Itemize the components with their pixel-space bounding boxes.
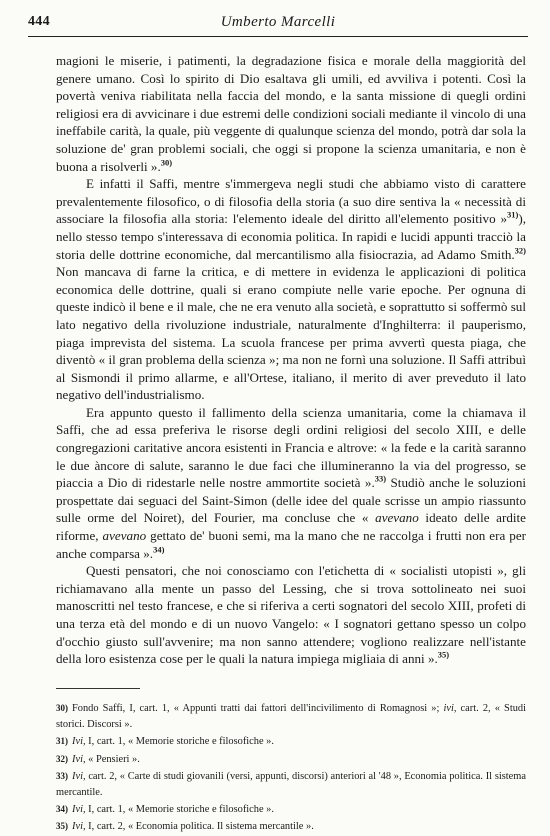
text-run: Fondo Saffi, I, cart. 1, « Appunti tratti dai fattori dell'incivilimento di Romagnosi »;: [72, 703, 444, 714]
footnotes: [56, 700, 526, 836]
text-run: E infatti il Saffi, mentre s'immergeva negli studi che abbiamo visto di carattere prevalentemente filosofico, o di filosofia della storia (a suo dire sentiva la « necessità di associare la filosofia alla storia: l'elemento ideale del diritto all'elemento positivo »: [56, 176, 526, 227]
italic-text: Ivi,: [72, 753, 86, 765]
body-paragraph: [56, 175, 526, 404]
footnote-ref: 30): [160, 157, 173, 168]
footnote: [56, 700, 526, 733]
text-run: magioni le miserie, i patimenti, la degradazione fisica e morale della maggiorità del genere umano. Così lo spirito di Dio esaltava gli umili, ed avviliva i potenti. Così la povertà veniva riabilitata nella faccia del mondo, e la santa missione di quegli ordini religiosi era di avvicinare i due estremi delle condizioni sociali mediante il vincolo di una ineffabile carità, la quale, più veggente di qualunque scienza del mondo, potrà dar sola la soluzione de' gran problemi sociali, che oggi si propone la scienza umanitaria, e non è buona a risolverli ».: [56, 53, 526, 174]
text-run: I, cart. 1, « Memorie storiche e filosofiche ».: [85, 804, 274, 816]
page-number: 444: [28, 14, 50, 29]
italic-text: Ivi,: [72, 770, 86, 782]
italic-text: avevano: [375, 510, 419, 526]
italic-text: ivi,: [443, 703, 457, 714]
body-paragraph: [56, 52, 526, 175]
text-run: Studiò anche le soluzioni prospettate dai seguaci del Saint-Simon (delle idee del quale scrisse un ampio riassunto sulle orme del Noiret), del Fourier, ma concluse che «: [56, 475, 527, 526]
text-run: I, cart. 1, « Memorie storiche e filosofiche ».: [85, 736, 274, 748]
footnote-number: 35): [56, 821, 68, 832]
italic-text: avevano: [102, 528, 147, 544]
footnote-ref: 33): [374, 473, 387, 484]
body-text: [56, 52, 526, 668]
footnote-ref: 35): [437, 649, 450, 660]
footnote-number: 31): [56, 736, 68, 747]
footnote-number: 33): [56, 770, 68, 781]
footnote-number: 32): [56, 753, 68, 764]
text-run: « Pensieri ».: [85, 753, 140, 765]
italic-text: Ivi,: [72, 736, 86, 748]
text-run: I, cart. 2, « Economia politica. Il sistema mercantile ».: [85, 821, 314, 833]
text-run: Non mancava di farne la critica, e di mettere in evidenza le applicazioni di politica economica delle dottrine, quali si erano compiute nelle varie epoche. Per ognuna di queste indicò il bene e il male, che ne era venuto alla società, e soprattutto si soffermò sul lato negativo della rivoluzione industriale, naturalmente d'Inghilterra: il pauperismo, piaga imprevista del sistema. La scuola francese per prima avvertì questa piaga, che diventò « il gran problema della scienza »; ma non ne fornì una soluzione. Il Saffi attribuì al Sismondi il primo allarme, e all'Ortese, italiano, il merito di aver preveduto il lato negativo dell'industrialismo.: [56, 264, 526, 403]
italic-text: Ivi,: [72, 804, 86, 816]
footnote-number: 34): [56, 804, 68, 815]
italic-text: Ivi,: [72, 821, 86, 833]
footnote-rule: [56, 688, 140, 689]
footnote-ref: 34): [153, 544, 165, 555]
body-paragraph: [56, 404, 526, 562]
text-run: cart. 2, « Studi storici. Discorsi ».: [56, 703, 526, 731]
text-run: cart. 2, « Carte di studi giovanili (versi, appunti, discorsi) anteriori al '48 », Economia politica. Il sistema mercantile.: [56, 770, 526, 799]
text-run: ideato delle ardite riforme,: [56, 510, 526, 544]
text-run: gettato de' buoni semi, ma la mano che ne raccolga i frutti non era per anche comparsa ».: [56, 528, 527, 561]
text-run: Questi pensatori, che noi conosciamo con l'etichetta di « socialisti utopisti », gli richiamavano alla mente un passo del Lessing, che si trova sottolineato nei suoi manoscritti nel testo francese, e che si riferiva a certi sognatori del secolo XIII, profeti di una terza età del mondo e di un nuovo Vangelo: « I sognatori gettano spesso un colpo d'occhio giusto sull'avvenire; ma non sanno attendere; vogliono realizzare nell'istante della loro esistenza cose per le quali la natura impiega migliaia di anni ».: [56, 563, 526, 667]
running-title: Umberto Marcelli: [220, 14, 336, 30]
footnote: [56, 801, 526, 818]
footnote-number: 30): [56, 703, 68, 713]
running-head: [28, 12, 528, 37]
footnote-ref: 32): [514, 245, 526, 256]
footnote-ref: 31): [507, 209, 519, 220]
footnote: [56, 768, 526, 801]
text-run: ), nello stesso tempo s'interessava di economia politica. In rapidi e lucidi appunti tracciò la storia delle dottrine economiche, dal mercantilismo alla fisiocrazia, ad Adamo Smith.: [56, 211, 526, 262]
body-paragraph: [56, 562, 526, 668]
footnote: [56, 818, 526, 835]
text-run: Era appunto questo il fallimento della scienza umanitaria, come la chiamava il Saffi, che ad essa preferiva le risorse degli ordini religiosi del secolo XIII, e delle congregazioni caritative ancora esistenti in Francia e altrove: « la fede e la carità saranno le due àncore di salute, saranno le due faci che illumineranno la via del progresso, se piaccia a Dio di ridestarle nelle nostre ammortite società ».: [56, 404, 526, 491]
footnote: [56, 733, 526, 750]
footnote: [56, 751, 526, 768]
